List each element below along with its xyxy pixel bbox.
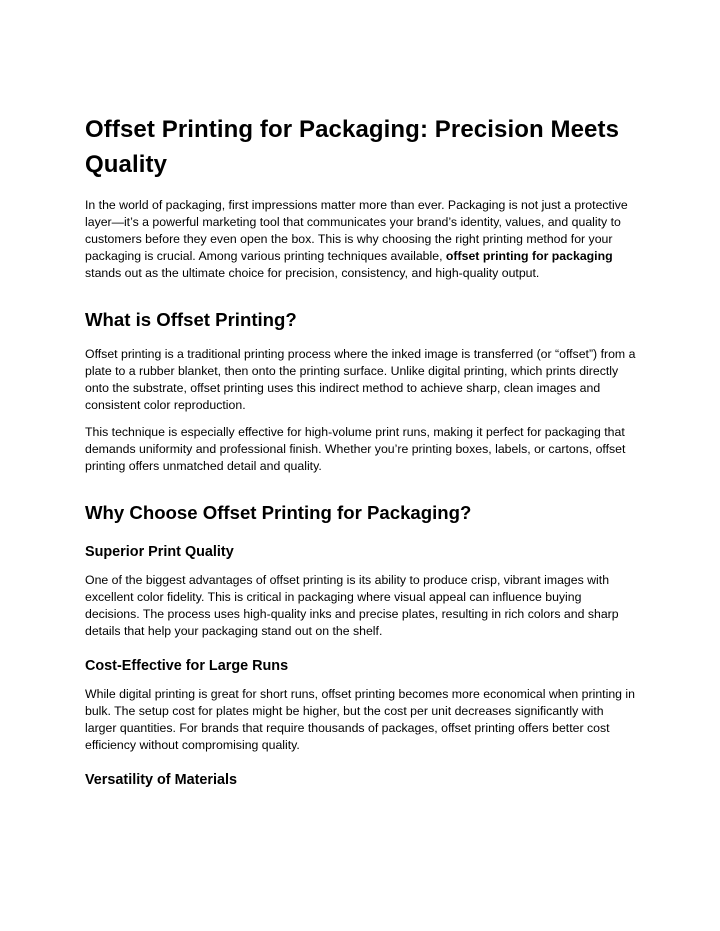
intro-paragraph [85,197,637,282]
intro-bold-keyword: offset printing for packaging [445,249,613,263]
intro-text-before: In the world of packaging, first impressions matter more than ever. Packaging is not just a protective layer—it’s a powerful marketing tool that communicates your brand’s identity, values, and quality to customers before they even open the box. This is why choosing the right printing method for your packaging is crucial. Among various printing techniques available, [85,198,628,263]
cost-effective-paragraph: While digital printing is great for short runs, offset printing becomes more economical when printing in bulk. The setup cost for plates might be higher, but the cost per unit decreases significantly with larger quantities. For brands that require thousands of packages, offset printing offers better cost efficiency without compromising quality. [85,687,635,752]
subheading-versatility: Versatility of Materials [85,772,237,788]
what-paragraph-1: Offset printing is a traditional printing process where the inked image is transferred (or “offset”) from a plate to a rubber blanket, then onto the printing surface. Unlike digital printing, which prints directly onto the substrate, offset printing uses this indirect method to achieve sharp, clean images and consistent color reproduction. [85,347,636,412]
section-heading-what: What is Offset Printing? [85,309,297,330]
subheading-cost-effective: Cost-Effective for Large Runs [85,658,289,674]
document-page [85,112,637,800]
subheading-superior-quality: Superior Print Quality [85,544,234,560]
page-title: Offset Printing for Packaging: Precision Meets Quality [85,116,620,178]
what-paragraph-2: This technique is especially effective for high-volume print runs, making it perfect for packaging that demands uniformity and professional finish. Whether you’re printing boxes, labels, or cartons, offset printing offers unmatched detail and quality. [85,425,626,473]
superior-quality-paragraph: One of the biggest advantages of offset printing is its ability to produce crisp, vibrant images with excellent color fidelity. This is critical in packaging where visual appeal can influence buying decisions. The process uses high-quality inks and precise plates, resulting in rich colors and sharp details that help your packaging stand out on the shelf. [85,573,619,638]
section-heading-why: Why Choose Offset Printing for Packaging? [85,502,472,523]
intro-text-after: stands out as the ultimate choice for precision, consistency, and high-quality output. [85,266,540,280]
